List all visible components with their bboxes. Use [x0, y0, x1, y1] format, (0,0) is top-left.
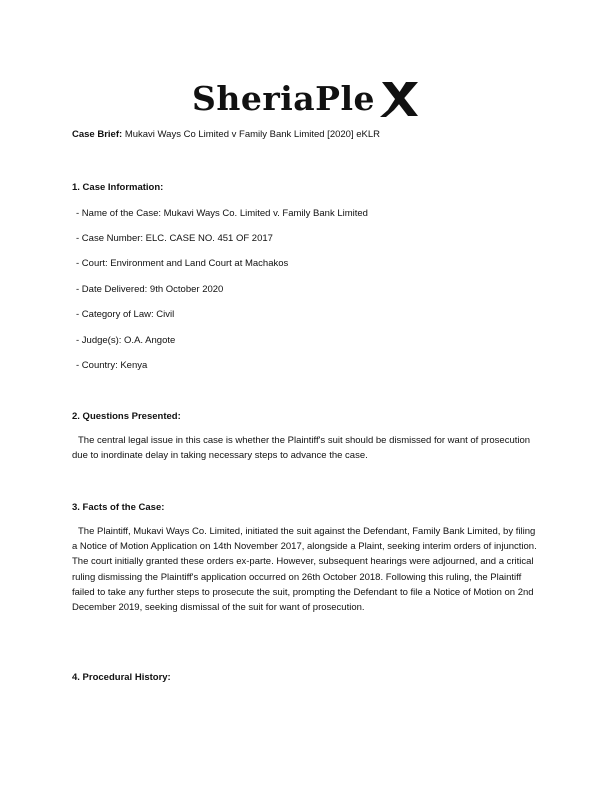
case-info-item: - Court: Environment and Land Court at Machakos — [76, 258, 289, 269]
case-info-item: - Category of Law: Civil — [76, 309, 175, 320]
section-heading-questions-presented: 2. Questions Presented: — [72, 411, 181, 422]
case-info-item: - Case Number: ELC. CASE NO. 451 OF 2017 — [76, 233, 273, 244]
questions-presented-body: The central legal issue in this case is whether the Plaintiff's suit should be dismissed for want of prosecution due to inordinate delay in taking necessary steps to advance the case. — [72, 435, 531, 462]
case-info-item: - Name of the Case: Mukavi Ways Co. Limited v. Family Bank Limited — [76, 208, 368, 219]
sheriaplex-logo — [192, 76, 422, 122]
logo-wordmark: SheriaPle — [192, 79, 375, 118]
case-info-item: - Date Delivered: 9th October 2020 — [76, 284, 224, 295]
facts-body: The Plaintiff, Mukavi Ways Co. Limited, initiated the suit against the Defendant, Family Bank Limited, by filing a Notice of Motion Application on 14th November 2017, alongside a Plaint, seeking interim orders of injunction. The court initially granted these orders ex-parte. However, subsequent hearings were adjourned, and a critical ruling dismissing the Plaintiff's application occurred on 26th October 2018. Following this ruling, the Plaintiff failed to take any further steps to prosecute the suit, prompting the Defendant to file a Notice of Motion on 2nd December 2019, seeking dismissal of the suit for want of prosecution. — [72, 526, 537, 614]
case-brief-title: Mukavi Ways Co Limited v Family Bank Limited [2020] eKLR — [124, 129, 380, 140]
case-brief-label: Case Brief: — [72, 129, 123, 140]
section-heading-procedural-history: 4. Procedural History: — [72, 672, 171, 683]
section-heading-case-information: 1. Case Information: — [72, 182, 164, 193]
case-info-item: - Country: Kenya — [76, 360, 148, 371]
section-heading-facts: 3. Facts of the Case: — [72, 502, 165, 513]
logo-x-mark-icon — [380, 80, 420, 118]
case-info-item: - Judge(s): O.A. Angote — [76, 335, 176, 346]
case-brief-line — [72, 129, 380, 141]
